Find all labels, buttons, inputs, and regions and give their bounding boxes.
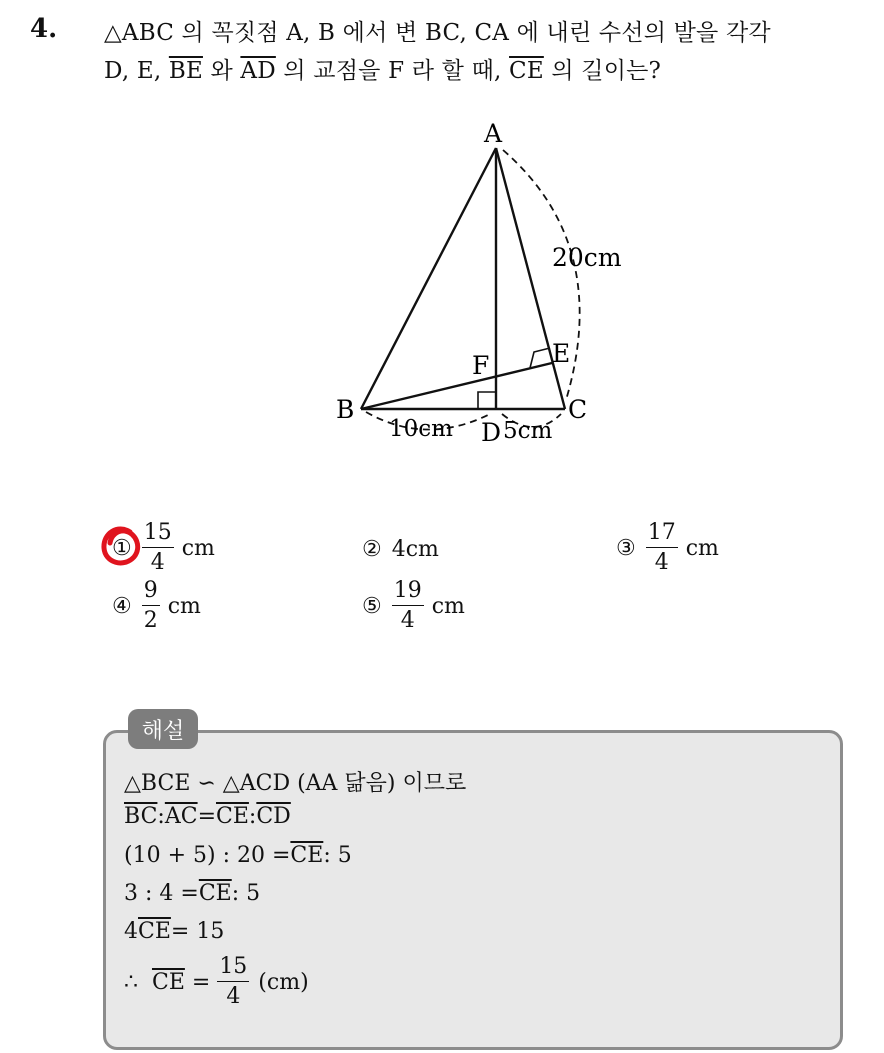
choice-4-unit: cm bbox=[167, 593, 201, 619]
choice-2-text: 4cm bbox=[391, 537, 439, 562]
question-line-1: △ABC 의 꼭짓점 A, B 에서 변 BC, CA 에 내린 수선의 발을 각각 bbox=[104, 20, 771, 46]
solution-line-5 bbox=[124, 919, 224, 944]
label-d: D bbox=[481, 418, 502, 447]
s2-colon-2: : bbox=[248, 804, 257, 829]
s6-denominator: 4 bbox=[226, 984, 241, 1009]
q2-text-d: 의 길이는? bbox=[543, 58, 662, 84]
label-f: F bbox=[472, 351, 490, 380]
length-dc: 5cm bbox=[503, 418, 553, 444]
choice-1-denominator: 4 bbox=[150, 550, 165, 575]
s3-c: : 5 bbox=[323, 843, 352, 868]
segment-ad: $\overline{AD}$ bbox=[240, 58, 276, 84]
choice-3-denominator: 4 bbox=[654, 550, 669, 575]
choice-2-number: ② bbox=[362, 537, 382, 562]
length-ac: 20cm bbox=[552, 243, 622, 272]
s2-bc: $\overline{BC}$ bbox=[124, 804, 158, 829]
q2-text-a: D, E, bbox=[104, 58, 169, 84]
length-bd: 10cm bbox=[389, 416, 453, 442]
choice-3-unit: cm bbox=[685, 535, 719, 561]
s6-fraction bbox=[217, 956, 249, 1008]
question-line-2 bbox=[104, 52, 661, 85]
side-ac bbox=[496, 148, 565, 409]
choice-4[interactable] bbox=[112, 580, 201, 632]
s2-colon-1: : bbox=[157, 804, 165, 829]
s6-therefore: ∴ bbox=[124, 969, 152, 995]
choice-5-unit: cm bbox=[431, 593, 465, 619]
s5-c: = 15 bbox=[170, 919, 225, 944]
segment-ce: $\overline{CE}$ bbox=[509, 58, 544, 84]
label-b: B bbox=[336, 395, 355, 424]
choice-4-numerator: 9 bbox=[142, 580, 160, 606]
solution-line-2 bbox=[124, 804, 291, 829]
choice-3-numerator: 17 bbox=[646, 522, 678, 548]
altitude-be bbox=[361, 363, 552, 409]
choice-3-number: ③ bbox=[616, 535, 636, 561]
solution-line-6 bbox=[124, 956, 309, 1008]
s6-equals: = bbox=[184, 969, 218, 995]
s3-a: (10 + 5) : 20 = bbox=[124, 843, 291, 868]
choice-5-denominator: 4 bbox=[400, 608, 415, 633]
segment-be: $\overline{BE}$ bbox=[168, 58, 203, 84]
choice-1-unit: cm bbox=[181, 535, 215, 561]
q2-text-c: 의 교점을 F 라 할 때, bbox=[275, 58, 510, 84]
s6-numerator: 15 bbox=[217, 956, 249, 982]
choice-4-fraction bbox=[142, 580, 160, 632]
s5-a: 4 bbox=[124, 919, 138, 944]
choice-5-numerator: 19 bbox=[392, 580, 424, 606]
choice-3-fraction bbox=[646, 522, 678, 574]
choice-1-fraction bbox=[142, 522, 174, 574]
label-e: E bbox=[552, 339, 571, 368]
choice-1-numerator: 15 bbox=[142, 522, 174, 548]
choice-5-fraction bbox=[392, 580, 424, 632]
s6-unit: (cm) bbox=[251, 969, 309, 995]
choice-1[interactable] bbox=[112, 522, 215, 574]
s4-a: 3 : 4 = bbox=[124, 881, 199, 906]
q2-text-b: 와 bbox=[202, 58, 241, 84]
s3-ce: $\overline{CE}$ bbox=[290, 843, 324, 868]
s2-equals: = bbox=[197, 804, 217, 829]
choice-3[interactable] bbox=[616, 522, 719, 574]
choice-4-number: ④ bbox=[112, 593, 132, 619]
choice-1-number: ① bbox=[112, 535, 132, 561]
choice-5[interactable] bbox=[362, 580, 465, 632]
triangle-figure bbox=[320, 108, 640, 458]
label-c: C bbox=[568, 395, 588, 424]
choice-2[interactable] bbox=[362, 537, 439, 562]
question-number: 4. bbox=[30, 14, 58, 44]
s4-ce: $\overline{CE}$ bbox=[198, 881, 232, 906]
solution-line-3 bbox=[124, 843, 352, 868]
s2-cd: $\overline{CD}$ bbox=[256, 804, 291, 829]
s6-ce: $\overline{CE}$ bbox=[151, 969, 185, 995]
label-a: A bbox=[484, 119, 503, 148]
solution-line-4 bbox=[124, 881, 260, 906]
s4-c: : 5 bbox=[231, 881, 261, 906]
s2-ce: $\overline{CE}$ bbox=[216, 804, 249, 829]
choice-5-number: ⑤ bbox=[362, 593, 382, 619]
s5-ce: $\overline{CE}$ bbox=[138, 919, 171, 944]
solution-line-1: △BCE ∽ △ACD (AA 닮음) 이므로 bbox=[124, 771, 467, 796]
right-angle-d bbox=[478, 392, 496, 409]
s2-ac: $\overline{AC}$ bbox=[164, 804, 198, 829]
choice-4-denominator: 2 bbox=[143, 608, 158, 633]
solution-tag: 해설 bbox=[128, 709, 198, 749]
